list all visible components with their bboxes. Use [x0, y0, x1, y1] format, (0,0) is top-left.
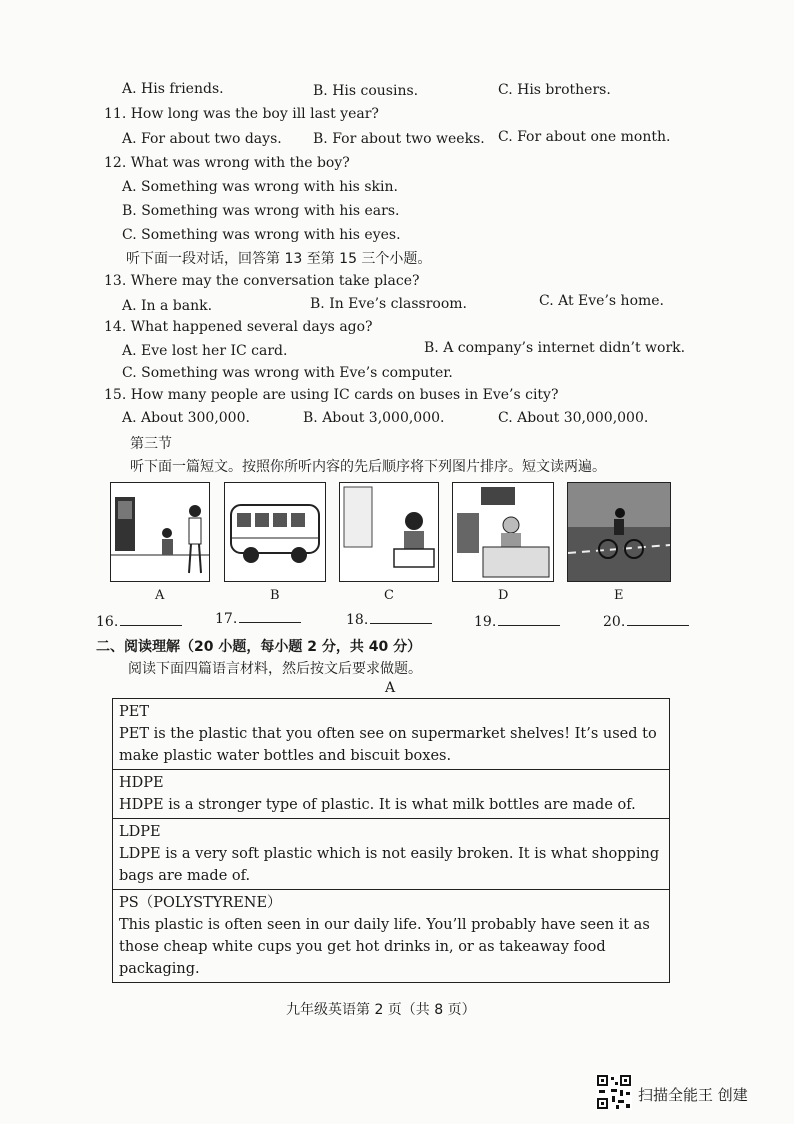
plastic-desc: LDPE is a very soft plastic which is not easily broken. It is what shopping bags are made of.: [119, 846, 660, 884]
q12-option-b: B. Something was wrong with his ears.: [122, 203, 400, 219]
part2-instruction: 阅读下面四篇语言材料，然后按文后要求做题。: [128, 661, 422, 677]
q15-stem: 15. How many people are using IC cards on buses in Eve’s city?: [104, 387, 559, 403]
picture-label-e: E: [614, 588, 624, 603]
plastic-desc: PET is the plastic that you often see on supermarket shelves! It’s used to make plastic water bottles and biscuit boxes.: [119, 726, 657, 764]
answer-blank-17[interactable]: 17.: [215, 611, 301, 627]
qr-code-icon: [596, 1074, 632, 1110]
q11-option-b: B. For about two weeks.: [313, 131, 485, 147]
q10-option-c: C. His brothers.: [498, 82, 611, 98]
q14-option-c: C. Something was wrong with Eve’s computer.: [122, 365, 453, 381]
q15-option-a: A. About 300,000.: [122, 410, 250, 426]
answer-blank-18[interactable]: 18.: [346, 612, 432, 628]
picture-label-a: A: [155, 588, 165, 603]
plastic-cell-ldpe: [113, 819, 670, 890]
q12-stem: 12. What was wrong with the boy?: [104, 155, 350, 171]
picture-e-cycling: [567, 482, 671, 582]
q11-option-a: A. For about two days.: [122, 131, 282, 147]
dialog-instruction: 听下面一段对话，回答第 13 至第 15 三个小题。: [126, 251, 432, 267]
section3-instruction: 听下面一篇短文。按照你所听内容的先后顺序将下列图片排序。短文读两遍。: [130, 459, 606, 475]
plastic-name: PS（POLYSTYRENE）: [119, 895, 282, 911]
picture-c-classroom: [339, 482, 439, 582]
q13-option-a: A. In a bank.: [122, 298, 213, 314]
q15-option-c: C. About 30,000,000.: [498, 410, 649, 426]
answer-blank-16[interactable]: 16.: [96, 614, 182, 630]
picture-label-c: C: [384, 588, 394, 603]
answer-blank-20[interactable]: 20.: [603, 614, 689, 630]
plastic-desc: This plastic is often seen in our daily life. You’ll probably have seen it as those cheap white cups you get hot drinks in, or as takeaway food packaging.: [119, 917, 650, 977]
q11-stem: 11. How long was the boy ill last year?: [104, 106, 379, 122]
picture-label-b: B: [270, 588, 280, 603]
q14-option-b: B. A company’s internet didn’t work.: [424, 340, 686, 356]
picture-a-clinic: [110, 482, 210, 582]
picture-label-d: D: [498, 588, 509, 603]
plastic-cell-ps: [113, 890, 670, 983]
part2-title: 二、阅读理解（20 小题，每小题 2 分，共 40 分）: [96, 639, 422, 655]
q13-option-c: C. At Eve’s home.: [539, 293, 665, 309]
section3-title: 第三节: [130, 436, 172, 452]
plastic-cell-hdpe: [113, 770, 670, 819]
q14-option-a: A. Eve lost her IC card.: [122, 343, 288, 359]
passage-letter: A: [385, 680, 396, 696]
plastic-name: LDPE: [119, 824, 161, 840]
picture-b-bus: [224, 482, 326, 582]
plastics-table: [112, 698, 670, 983]
q13-option-b: B. In Eve’s classroom.: [310, 296, 467, 312]
q13-stem: 13. Where may the conversation take place?: [104, 273, 420, 289]
plastic-name: HDPE: [119, 775, 164, 791]
scanner-watermark: 扫描全能王 创建: [638, 1086, 748, 1104]
plastic-name: PET: [119, 704, 150, 720]
q10-option-a: A. His friends.: [122, 81, 224, 97]
page-footer: 九年级英语第 2 页（共 8 页）: [286, 1002, 476, 1018]
plastic-cell-pet: [113, 699, 670, 770]
q10-option-b: B. His cousins.: [313, 83, 419, 99]
q15-option-b: B. About 3,000,000.: [303, 410, 445, 426]
picture-d-office: [452, 482, 554, 582]
answer-blank-19[interactable]: 19.: [474, 614, 560, 630]
plastic-desc: HDPE is a stronger type of plastic. It is what milk bottles are made of.: [119, 797, 636, 813]
q12-option-c: C. Something was wrong with his eyes.: [122, 227, 401, 243]
q12-option-a: A. Something was wrong with his skin.: [122, 179, 398, 195]
q14-stem: 14. What happened several days ago?: [104, 319, 373, 335]
q11-option-c: C. For about one month.: [498, 129, 671, 145]
